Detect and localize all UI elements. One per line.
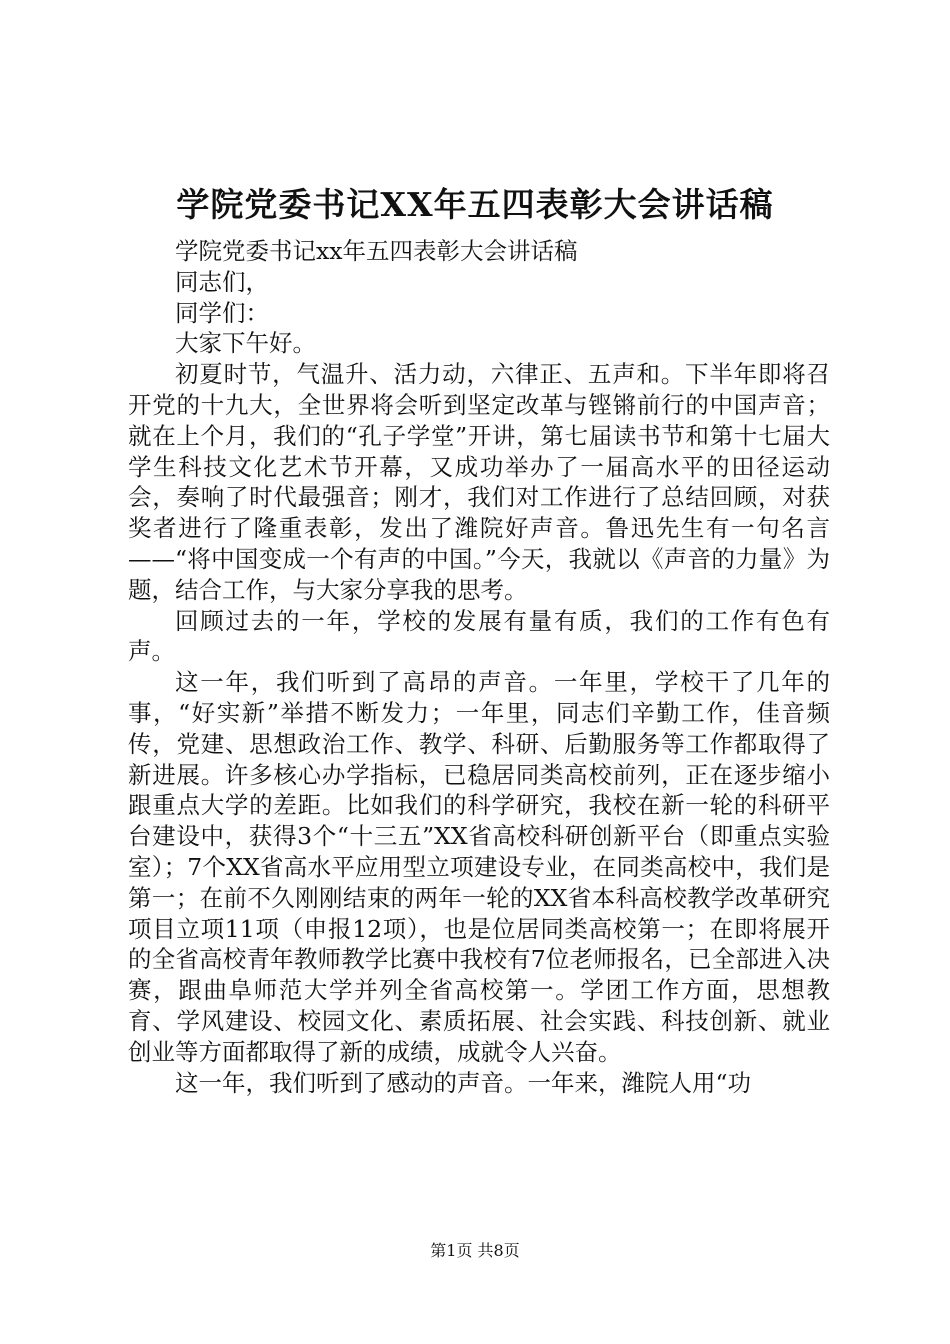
paragraph: 这一年，我们听到了高昂的声音。一年里，学校干了几年的事，“好实新”举措不断发力；一年里，同志们辛勤工作，佳音频传，党建、思想政治工作、教学、科研、后勤服务等工作都取得了新进展。许多核心办学指标，已稳居同类高校前列，正在逐步缩小跟重点大学的差距。比如我们的科学研究，我校在新一轮的科研平台建设中，获得3个“十三五”XX省高校科研创新平台（即重点实验室）；7个XX省高水平应用型立项建设专业，在同类高校中，我们是第一；在前不久刚刚结束的两年一轮的XX省本科高校教学改革研究项目立项11项（申报12项），也是位居同类高校第一；在即将展开的全省高校青年教师教学比赛中我校有7位老师报名，已全部进入决赛，跟曲阜师范大学并列全省高校第一。学团工作方面，思想教育、学风建设、校园文化、素质拓展、社会实践、科技创新、就业创业等方面都取得了新的成绩，成就令人兴奋。 [128,668,830,1066]
document-body [128,236,830,1098]
paragraph: 这一年，我们听到了感动的声音。一年来，潍院人用“功 [175,1068,752,1097]
document-title: 学院党委书记XX年五四表彰大会讲话稿 [176,185,774,224]
salutation-students: 同学们： [175,298,269,327]
paragraph: 回顾过去的一年，学校的发展有量有质，我们的工作有色有声。 [128,606,830,666]
greeting: 大家下午好。 [175,329,316,358]
paragraph: 初夏时节，气温升、活力动，六律正、五声和。下半年即将召开党的十九大，全世界将会听到坚定改革与铿锵前行的中国声音；就在上个月，我们的“孔子学堂”开讲，第七届读书节和第十七届大学生科技文化艺术节开幕，又成功举办了一届高水平的田径运动会，奏响了时代最强音；刚才，我们对工作进行了总结回顾，对获奖者进行了隆重表彰，发出了潍院好声音。鲁迅先生有一句名言——“将中国变成一个有声的中国。”今天，我就以《声音的力量》为题，结合工作，与大家分享我的思考。 [128,360,830,604]
salutation-comrades: 同志们， [175,267,269,296]
page-footer: 第1页 共8页 [430,1241,520,1260]
document-subtitle: 学院党委书记xx年五四表彰大会讲话稿 [175,237,578,265]
